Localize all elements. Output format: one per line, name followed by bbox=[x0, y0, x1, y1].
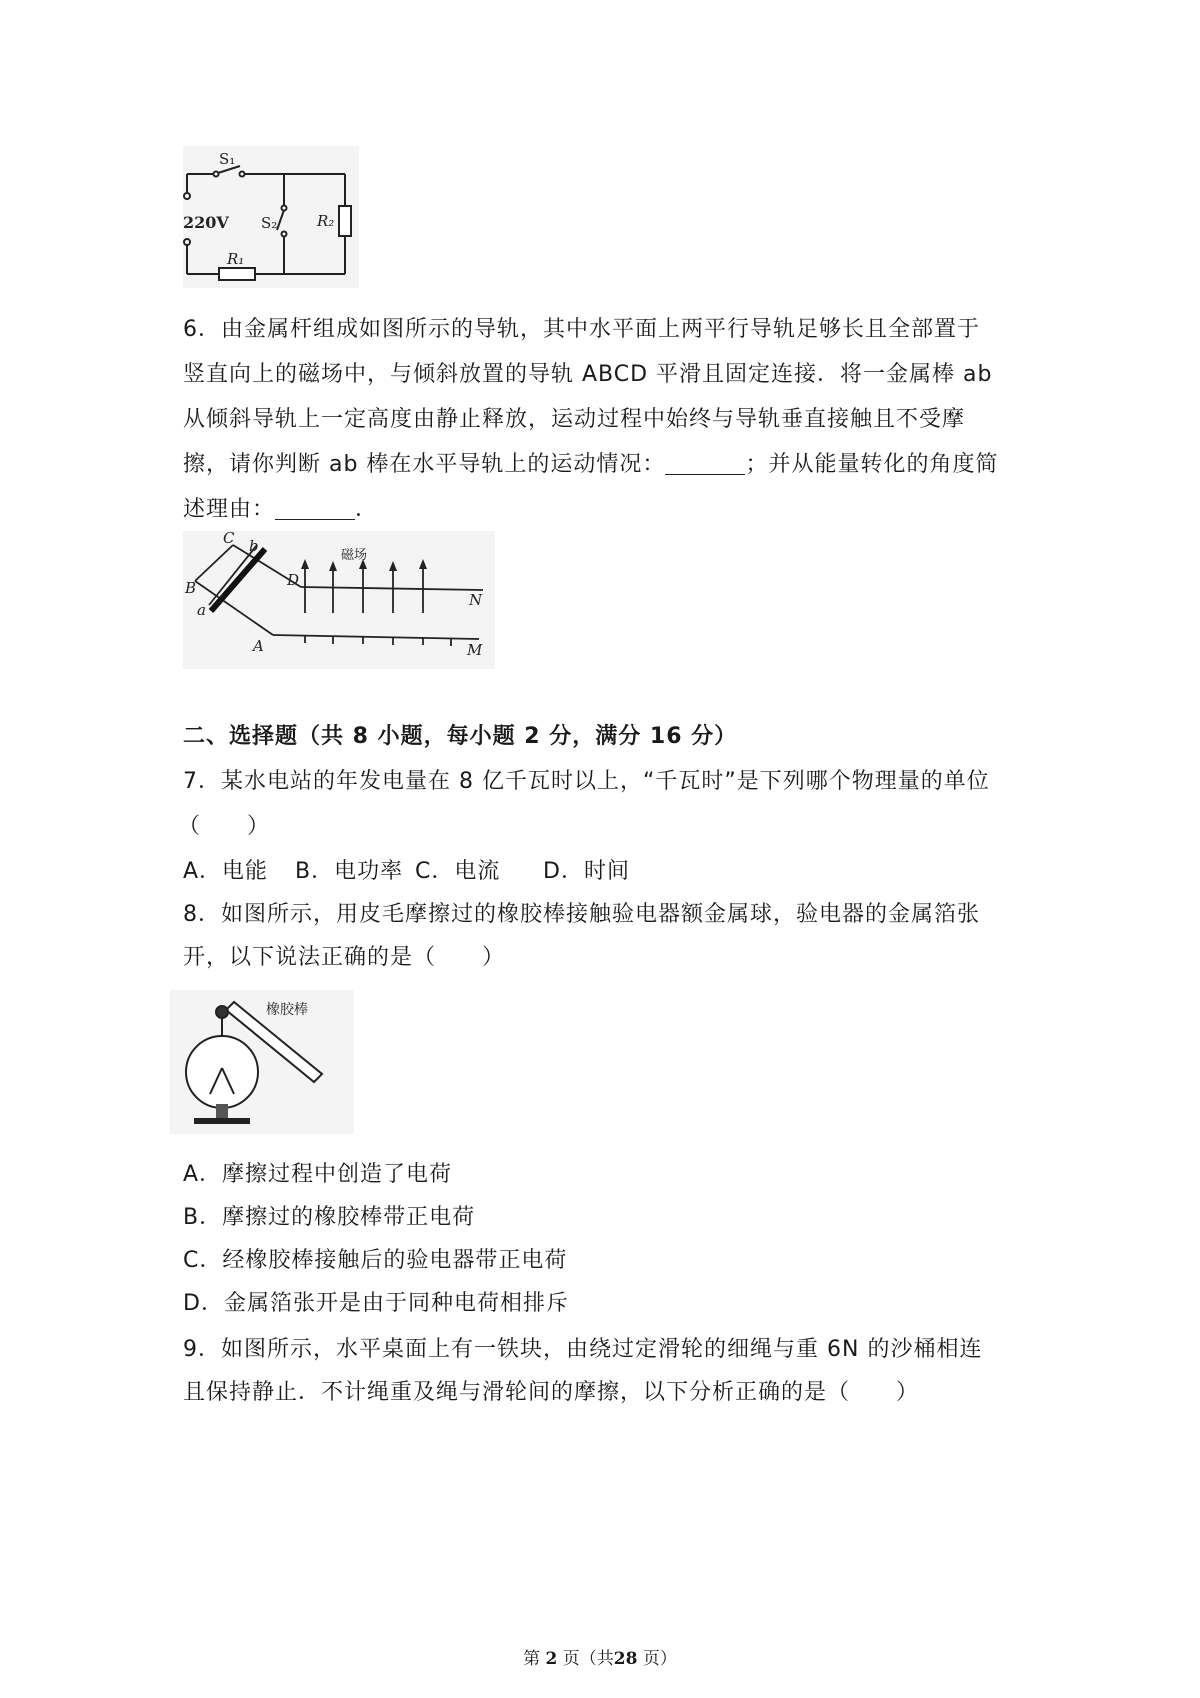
q7-option-b[interactable]: B．电功率 bbox=[295, 859, 404, 884]
q7-option-a[interactable]: A．电能 bbox=[183, 859, 269, 884]
q6-line-5-text: 述理由： bbox=[183, 497, 276, 522]
q7-option-d[interactable]: D．时间 bbox=[543, 859, 630, 884]
rail-figure bbox=[183, 531, 495, 669]
section-heading: 二、选择题（共 8 小题，每小题 2 分，满分 16 分） bbox=[183, 724, 738, 749]
q8-option-a[interactable]: A．摩擦过程中创造了电荷 bbox=[183, 1162, 453, 1187]
field-label: 磁场 bbox=[341, 548, 368, 563]
q8-option-d[interactable]: D．金属箔张开是由于同种电荷相排斥 bbox=[183, 1291, 569, 1316]
label-m: M bbox=[467, 641, 483, 659]
rail-diagram bbox=[183, 531, 495, 669]
label-d: D bbox=[287, 571, 300, 589]
q7-option-c[interactable]: C．电流 bbox=[415, 859, 501, 884]
q6-line-5-tail: ． bbox=[355, 497, 379, 522]
q9-line-2: 且保持静止．不计绳重及绳与滑轮间的摩擦，以下分析正确的是（ ） bbox=[183, 1380, 920, 1405]
electroscope-figure bbox=[170, 990, 354, 1134]
label-n: N bbox=[469, 591, 483, 609]
q6-line-3: 从倾斜导轨上一定高度由静止释放，运动过程中始终与导轨垂直接触且不受摩 bbox=[183, 407, 966, 432]
r1-label: R₁ bbox=[227, 250, 245, 268]
footer-mid: 页（共 bbox=[562, 1649, 614, 1669]
q6-line-4-tail: ；并从能量转化的角度简 bbox=[745, 452, 999, 477]
q8-option-c[interactable]: C．经橡胶棒接触后的验电器带正电荷 bbox=[183, 1248, 568, 1273]
q6-answer-blank-2[interactable] bbox=[275, 497, 355, 520]
q7-options bbox=[183, 857, 630, 887]
voltage-label: 220V bbox=[183, 213, 229, 232]
rubber-rod-label: 橡胶棒 bbox=[266, 1002, 308, 1018]
q6-line-5 bbox=[183, 495, 378, 525]
circuit-figure bbox=[183, 146, 359, 288]
r2-label: R₂ bbox=[317, 212, 335, 230]
q8-option-b[interactable]: B．摩擦过的橡胶棒带正电荷 bbox=[183, 1205, 476, 1230]
q8-line-1: 8．如图所示，用皮毛摩擦过的橡胶棒接触验电器额金属球，验电器的金属箔张 bbox=[183, 902, 980, 927]
footer-total-pages: 28 bbox=[613, 1649, 638, 1669]
footer-post: 页） bbox=[642, 1649, 677, 1669]
page-footer bbox=[0, 1644, 1200, 1669]
label-c: C bbox=[223, 531, 235, 547]
q6-line-4-text: 擦，请你判断 ab 棒在水平导轨上的运动情况： bbox=[183, 452, 666, 477]
label-b-lower: b bbox=[249, 537, 259, 555]
s1-label: S₁ bbox=[219, 150, 236, 168]
q6-line-4 bbox=[183, 450, 998, 480]
q6-line-2: 竖直向上的磁场中，与倾斜放置的导轨 ABCD 平滑且固定连接．将一金属棒 ab bbox=[183, 362, 993, 387]
q8-line-2: 开，以下说法正确的是（ ） bbox=[183, 945, 506, 970]
q6-line-1: 6．由金属杆组成如图所示的导轨，其中水平面上两平行导轨足够长且全部置于 bbox=[183, 317, 980, 342]
q7-line-2: （ ） bbox=[178, 814, 271, 839]
s2-label: S₂ bbox=[261, 214, 278, 232]
label-a-lower: a bbox=[197, 601, 206, 619]
label-b-upper: B bbox=[185, 579, 197, 597]
circuit-diagram bbox=[183, 146, 359, 288]
footer-page-number: 2 bbox=[545, 1649, 558, 1669]
q9-line-1: 9．如图所示，水平桌面上有一铁块，由绕过定滑轮的细绳与重 6N 的沙桶相连 bbox=[183, 1337, 983, 1362]
q7-line-1: 7．某水电站的年发电量在 8 亿千瓦时以上，“千瓦时”是下列哪个物理量的单位 bbox=[183, 769, 990, 794]
label-a-upper: A bbox=[253, 637, 264, 655]
electroscope-diagram bbox=[170, 990, 354, 1134]
footer-pre: 第 bbox=[523, 1649, 541, 1669]
q6-answer-blank-1[interactable] bbox=[665, 452, 745, 475]
